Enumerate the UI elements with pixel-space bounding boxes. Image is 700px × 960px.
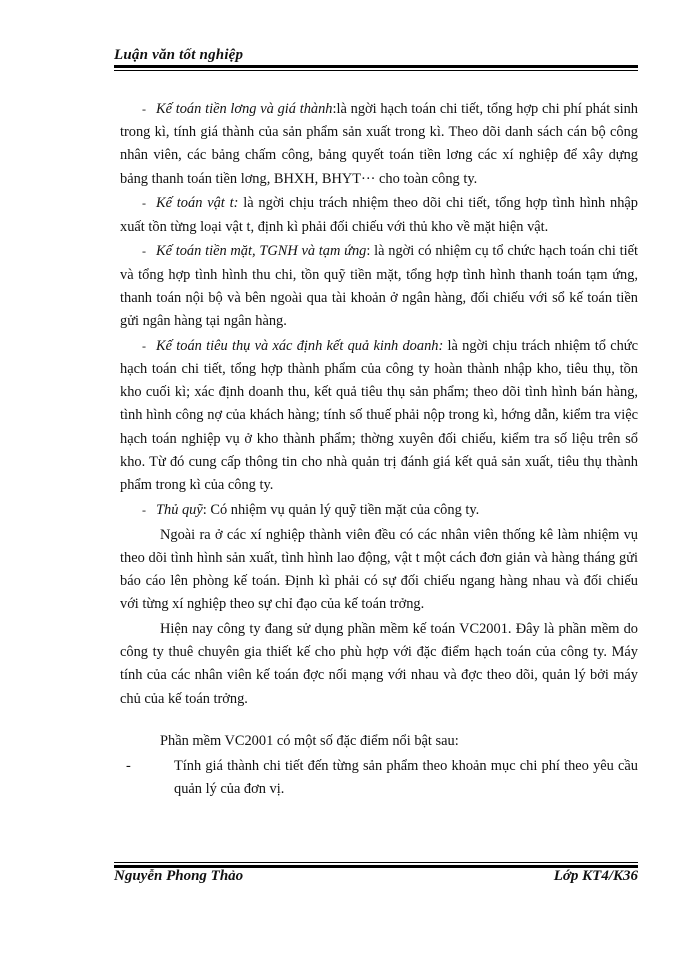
role-description: : Có nhiệm vụ quản lý quỹ tiền mặt của công ty. bbox=[202, 501, 480, 518]
footer-author: Nguyễn Phong Thảo bbox=[114, 868, 244, 884]
bullet-materials-accountant bbox=[120, 192, 638, 238]
footer-class: Lớp KT4/K36 bbox=[553, 868, 638, 884]
role-description: : là ngời có nhiệm cụ tổ chức hạch toán chi tiết và tổng hợp tình hình thu chi, tồn quỹ tiền mặt, tổng hợp tình hình thanh toán tạm ứng, thanh toán nội bộ và bên ngoài qua tài khoản ở ngân hàng, đối chiếu với sổ kế toán tiền gửi ngân hàng tại ngân hàng. bbox=[120, 243, 638, 330]
document-body bbox=[120, 98, 638, 802]
header-title: Luận văn tốt nghiệp bbox=[114, 47, 244, 63]
feature-text: Tính giá thành chi tiết đến từng sản phẩm theo khoản mục chi phí theo yêu cầu quản lý của đơn vị. bbox=[174, 758, 638, 798]
page-footer bbox=[114, 868, 638, 885]
bullet-marker: - bbox=[142, 338, 146, 353]
feature-marker: - bbox=[126, 758, 131, 775]
bullet-cash-accountant bbox=[120, 240, 638, 333]
paragraph-statisticians: Ngoài ra ở các xí nghiệp thành viên đều có các nhân viên thống kê làm nhiệm vụ theo dõi tình hình sản xuất, tình hình lao động, vật t một cách đơn giản và hàng tháng gửi báo cáo lên phòng kế toán. Định kì phải có sự đối chiếu ngang hàng nhau và đối chiếu với từng xí nghiệp theo sự chỉ đạo của kế toán trởng. bbox=[120, 526, 638, 613]
footer-rule-thin bbox=[114, 862, 638, 863]
feature-item bbox=[120, 755, 638, 801]
bullet-marker: - bbox=[142, 502, 146, 517]
features-intro: Phần mềm VC2001 có một số đặc điểm nổi bật sau: bbox=[160, 733, 459, 750]
role-title: Kế toán tiền lơng và giá thành bbox=[156, 101, 333, 117]
page-header bbox=[114, 46, 638, 64]
role-description: :là ngời hạch toán chi tiết, tổng hợp chi phí phát sinh trong kì, tính giá thành của sản phẩm sản xuất trong kì. Theo dõi danh sách cán bộ công nhân viên, các bảng chấm công, bảng quyết toán tiền lơng các xí nghiệp để xây dựng bảng thanh toán tiền lơng, BHXH, BHYT··· cho toàn công ty. bbox=[120, 101, 638, 187]
bullet-treasurer bbox=[120, 499, 638, 522]
role-title: Kế toán tiêu thụ và xác định kết quả kinh doanh: bbox=[156, 337, 444, 354]
bullet-marker: - bbox=[142, 196, 146, 211]
paragraph-software: Hiện nay công ty đang sử dụng phần mềm kế toán VC2001. Đây là phần mềm do công ty thuê chuyên gia thiết kế cho phù hợp với đặc điểm hạch toán của công ty. Máy tính của các nhân viên kế toán đợc nối mạng với nhau và đợc theo dõi, quản lý bởi máy chủ của kế toán trởng. bbox=[120, 621, 638, 707]
role-title: Kế toán tiền mặt, TGNH và tạm ứng bbox=[156, 243, 367, 260]
bullet-marker: - bbox=[142, 102, 146, 116]
spacer bbox=[120, 712, 638, 730]
role-description: là ngời chịu trách nhiệm tổ chức hạch toán chi tiết, tổng hợp thành phẩm của công ty hoàn thành nhập kho, tiêu thụ, tồn kho cuối kì; xác định doanh thu, kết quả tiêu thụ sản phẩm; theo dõi tình hình bán hàng, tình hình công nợ của khách hàng; tính số thuế phải nộp trong kì, hớng dẫn, kiểm tra việc hạch toán nghiệp vụ ở kho thành phẩm; thờng xuyên đối chiếu, kiểm tra số liệu trên sổ kho. Từ đó cung cấp thông tin cho nhà quản trị đánh giá kết quả sản xuất, tiêu thụ thành phẩm trong kì của công ty. bbox=[120, 337, 638, 494]
bullet-salary-accountant bbox=[120, 98, 638, 191]
header-rule-thick bbox=[114, 65, 638, 68]
role-title: Thủ quỹ bbox=[156, 501, 203, 518]
role-description: là ngời chịu trách nhiệm theo dõi chi tiết, tổng hợp tình hình nhập xuất tồn từng loại vật t, định kì phải đối chiếu với thủ kho về mặt hiện vật. bbox=[120, 195, 639, 235]
header-rule-thin bbox=[114, 70, 638, 71]
bullet-sales-accountant bbox=[120, 335, 638, 497]
role-title: Kế toán vật t: bbox=[156, 195, 239, 212]
bullet-marker: - bbox=[142, 244, 146, 259]
